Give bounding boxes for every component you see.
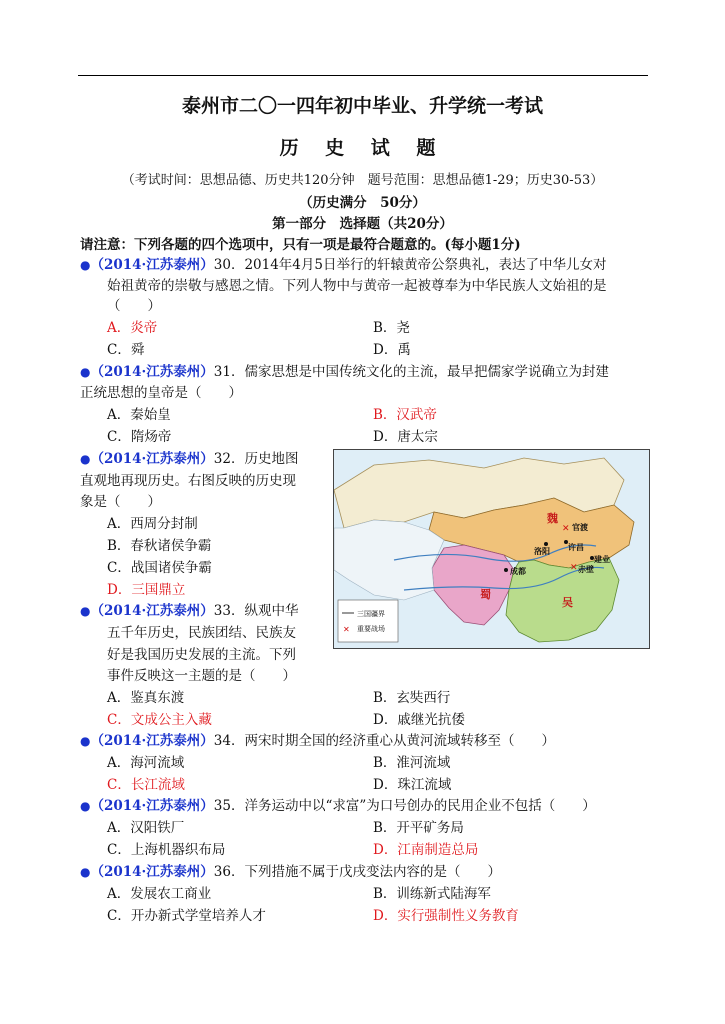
question-34-stem-1: 34．两宋时期全国的经济重心从黄河流域转移至（ ） xyxy=(213,733,555,749)
battle-guandu-icon: ✕ xyxy=(562,523,570,533)
bullet-icon: ● xyxy=(80,452,91,466)
question-35-option-b[interactable]: B．开平矿务局 xyxy=(373,820,464,836)
question-36-option-b[interactable]: B．训练新式陆海军 xyxy=(373,886,491,902)
question-32-stem-3: 象是（ ） xyxy=(80,494,161,510)
exam-info: （考试时间：思想品德、历史共120分钟 题号范围：思想品德1-29；历史30-53） xyxy=(121,173,604,188)
bullet-icon: ● xyxy=(80,365,91,379)
question-36-stem-1: 36．下列措施不属于戊戌变法内容的是（ ） xyxy=(213,864,501,880)
question-31-option-c[interactable]: C．隋炀帝 xyxy=(107,429,172,445)
question-31-tag: （2014·江苏泰州） xyxy=(90,364,214,380)
question-33-option-c[interactable]: C．文成公主入藏 xyxy=(107,712,212,728)
question-32-option-a[interactable]: A．西周分封制 xyxy=(107,516,198,532)
question-36-line-1 xyxy=(80,862,501,882)
question-32-option-c[interactable]: C．战国诸侯争霸 xyxy=(107,560,212,576)
question-30-option-d[interactable]: D．禹 xyxy=(373,342,411,358)
legend-border-label: 三国疆界 xyxy=(357,610,385,618)
question-30-line-1 xyxy=(80,255,606,275)
question-36-option-a[interactable]: A．发展农工商业 xyxy=(107,886,212,902)
exam-subtitle: 历 史 试 题 xyxy=(279,137,446,159)
label-chibi: 赤壁 xyxy=(578,565,594,574)
question-33-stem-1: 33．纵观中华 xyxy=(213,603,299,619)
question-36-tag: （2014·江苏泰州） xyxy=(90,864,214,880)
label-jianye: 建业 xyxy=(594,555,610,564)
question-32-tag: （2014·江苏泰州） xyxy=(90,451,214,467)
part-title: 第一部分 选择题（共20分） xyxy=(272,216,453,232)
question-33-stem-2: 五千年历史，民族团结、民族友 xyxy=(107,625,296,641)
question-35-option-d[interactable]: D．江南制造总局 xyxy=(373,842,479,858)
question-33-line-1 xyxy=(80,601,298,621)
question-33-option-b[interactable]: B．玄奘西行 xyxy=(373,690,451,706)
question-31-stem-2: 正统思想的皇帝是（ ） xyxy=(80,385,242,401)
label-wei: 魏 xyxy=(547,512,558,525)
label-wu: 吴 xyxy=(562,596,573,609)
map-legend xyxy=(338,600,398,642)
question-30-option-c[interactable]: C．舜 xyxy=(107,342,145,358)
question-31-option-a[interactable]: A．秦始皇 xyxy=(107,407,171,423)
exam-title: 泰州市二〇一四年初中毕业、升学统一考试 xyxy=(181,95,543,117)
question-30-stem-1: 30．2014年4月5日举行的轩辕黄帝公祭典礼，表达了中华儿女对 xyxy=(213,257,607,273)
bullet-icon: ● xyxy=(80,865,91,879)
question-34-option-a[interactable]: A．海河流域 xyxy=(107,755,185,771)
question-31-option-d[interactable]: D．唐太宗 xyxy=(373,429,438,445)
question-34-option-b[interactable]: B．淮河流域 xyxy=(373,755,451,771)
map-svg xyxy=(334,450,649,648)
question-33-stem-3: 好是我国历史发展的主流。下列 xyxy=(107,647,296,663)
question-31-stem-1: 31．儒家思想是中国传统文化的主流，最早把儒家学说确立为封建 xyxy=(213,364,609,380)
question-32-option-d[interactable]: D．三国鼎立 xyxy=(107,582,186,598)
question-33-option-a[interactable]: A．鉴真东渡 xyxy=(107,690,185,706)
legend-battle-icon: ✕ xyxy=(343,625,350,634)
question-36-option-c[interactable]: C．开办新式学堂培养人才 xyxy=(107,908,266,924)
label-chengdu: 成都 xyxy=(510,567,526,576)
question-32-stem-2: 直观地再现历史。右图反映的历史现 xyxy=(80,473,296,489)
bullet-icon: ● xyxy=(80,604,91,618)
question-30-stem-3: （ ） xyxy=(107,298,161,314)
question-35-line-1 xyxy=(80,796,596,816)
question-30-tag: （2014·江苏泰州） xyxy=(90,257,214,273)
question-35-option-a[interactable]: A．汉阳铁厂 xyxy=(107,820,185,836)
question-36-option-d[interactable]: D．实行强制性义务教育 xyxy=(373,908,519,924)
question-30-option-a[interactable]: A．炎帝 xyxy=(107,320,158,336)
question-35-stem-1: 35．洋务运动中以“求富”为口号创办的民用企业不包括（ ） xyxy=(213,798,596,814)
bullet-icon: ● xyxy=(80,258,91,272)
question-32-line-1 xyxy=(80,449,298,469)
question-33-tag: （2014·江苏泰州） xyxy=(90,603,214,619)
label-guandu: 官渡 xyxy=(572,523,588,532)
question-31-option-b[interactable]: B．汉武帝 xyxy=(373,407,437,423)
label-shu: 蜀 xyxy=(480,588,491,601)
notice: 请注意：下列各题的四个选项中，只有一项是最符合题意的。(每小题1分) xyxy=(80,237,521,253)
question-34-option-d[interactable]: D．珠江流域 xyxy=(373,777,452,793)
label-luoyang: 洛阳 xyxy=(534,547,550,556)
question-30-stem-2: 始祖黄帝的崇敬与感恩之情。下列人物中与黄帝一起被尊奉为中华民族人文始祖的是 xyxy=(107,278,607,294)
legend-battle-label: 重要战场 xyxy=(357,625,385,633)
three-kingdoms-map xyxy=(333,449,650,649)
full-mark: （历史满分 50分） xyxy=(299,195,426,211)
question-35-option-c[interactable]: C．上海机器织布局 xyxy=(107,842,226,858)
label-xuchang: 许昌 xyxy=(568,543,584,552)
battle-chibi-icon: ✕ xyxy=(570,562,578,572)
question-34-line-1 xyxy=(80,731,555,751)
top-rule xyxy=(78,75,648,76)
question-32-stem-1: 32．历史地图 xyxy=(213,451,299,467)
bullet-icon: ● xyxy=(80,734,91,748)
question-33-stem-4: 事件反映这一主题的是（ ） xyxy=(107,668,296,684)
city-luoyang-marker xyxy=(544,542,548,546)
question-32-option-b[interactable]: B．春秋诸侯争霸 xyxy=(107,538,212,554)
question-34-tag: （2014·江苏泰州） xyxy=(90,733,214,749)
question-30-option-b[interactable]: B．尧 xyxy=(373,320,410,336)
question-33-option-d[interactable]: D．戚继光抗倭 xyxy=(373,712,465,728)
question-34-option-c[interactable]: C．长江流域 xyxy=(107,777,185,793)
question-35-tag: （2014·江苏泰州） xyxy=(90,798,214,814)
question-31-line-1 xyxy=(80,362,609,382)
bullet-icon: ● xyxy=(80,799,91,813)
city-chengdu-marker xyxy=(504,568,508,572)
